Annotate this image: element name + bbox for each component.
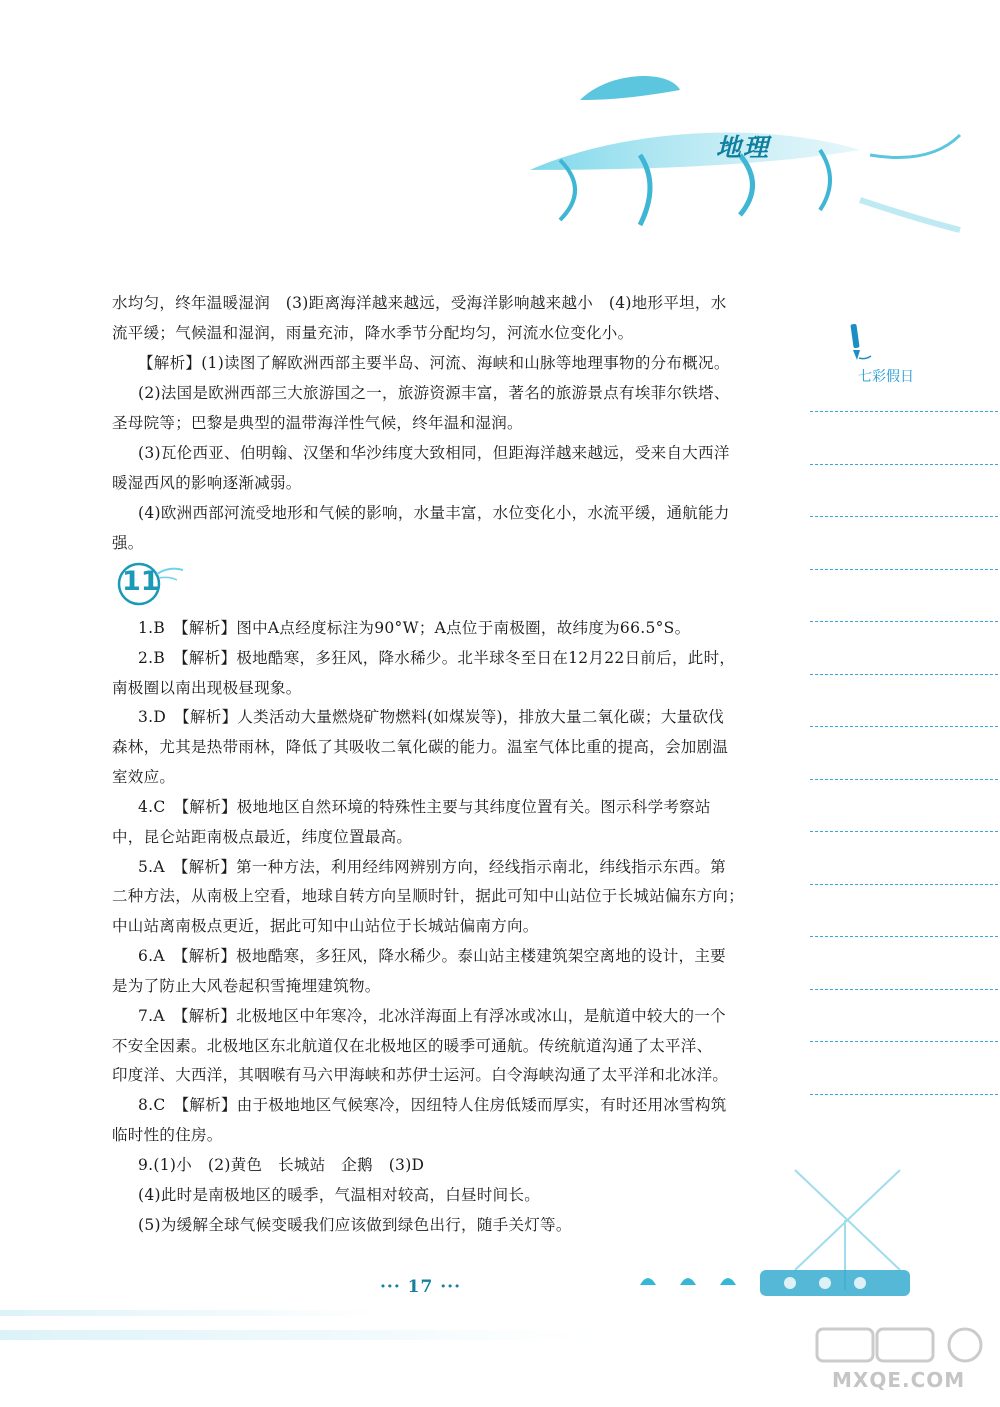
note-line <box>810 674 998 675</box>
answer-line: 9.(1)小 (2)黄色 长城站 企鹅 (3)D <box>138 1156 425 1174</box>
note-line <box>810 516 998 517</box>
answer-line: 7.A 【解析】北极地区中年寒冷，北冰洋海面上有浮冰或冰山，是航道中较大的一个 <box>138 1007 726 1025</box>
sidebar-label: 七彩假日 <box>858 369 914 385</box>
note-line <box>810 831 998 832</box>
note-line <box>810 936 998 937</box>
text-line: (3)瓦伦西亚、伯明翰、汉堡和华沙纬度大致相同，但距海洋越来越远，受来自大西洋 <box>138 444 730 462</box>
header-title: 地理 <box>716 133 771 162</box>
text-line: 强。 <box>112 534 144 552</box>
text-line: 暖湿西风的影响逐渐减弱。 <box>112 474 302 492</box>
answer-line: 4.C 【解析】极地地区自然环境的特殊性主要与其纬度位置有关。图示科学考察站 <box>138 798 711 816</box>
text-line: 水均匀，终年温暖湿润 (3)距离海洋越来越远，受海洋影响越来越小 (4)地形平坦，水 <box>112 294 727 312</box>
section-number: 11 <box>122 566 160 597</box>
answer-line: 室效应。 <box>112 768 176 786</box>
answer-line: 不安全因素。北极地区东北航道仅在北极地区的暖季可通航。传统航道沟通了太平洋、 <box>112 1037 713 1055</box>
answer-line: 南极圈以南出现极昼现象。 <box>112 679 302 697</box>
text-line: (2)法国是欧洲西部三大旅游国之一，旅游资源丰富，著名的旅游景点有埃菲尔铁塔、 <box>138 384 730 402</box>
answer-line: 5.A 【解析】第一种方法，利用经纬网辨别方向，经线指示南北，纬线指示东西。第 <box>138 858 726 876</box>
watermark-url: MXQE.COM <box>832 1368 966 1392</box>
answer-line: 中山站离南极点更近，据此可知中山站位于长城站偏南方向。 <box>112 917 539 935</box>
note-line <box>810 779 998 780</box>
answer-line: 是为了防止大风卷起积雪掩埋建筑物。 <box>112 977 381 995</box>
note-line <box>810 569 998 570</box>
answer-line: 3.D 【解析】人类活动大量燃烧矿物燃料(如煤炭等)，排放大量二氧化碳；大量砍伐 <box>138 708 725 726</box>
text-line: 【解析】(1)读图了解欧洲西部主要半岛、河流、海峡和山脉等地理事物的分布概况。 <box>138 354 730 372</box>
text-line: 流平缓；气候温和湿润，雨量充沛，降水季节分配均匀，河流水位变化小。 <box>112 324 634 342</box>
note-line <box>810 1041 998 1042</box>
pen-icon <box>843 322 873 362</box>
answer-line: 森林，尤其是热带雨林，降低了其吸收二氧化碳的能力。温室气体比重的提高，会加剧温 <box>112 738 729 756</box>
answer-line: 印度洋、大西洋，其咽喉有马六甲海峡和苏伊士运河。白令海峡沟通了太平洋和北冰洋。 <box>112 1066 729 1084</box>
note-line <box>810 1094 998 1095</box>
note-line <box>810 726 998 727</box>
answer-line: 6.A 【解析】极地酷寒，多狂风，降水稀少。泰山站主楼建筑架空离地的设计，主要 <box>138 947 726 965</box>
page-number: ··· 17 ··· <box>380 1277 462 1297</box>
answer-line: (5)为缓解全球气候变暖我们应该做到绿色出行，随手关灯等。 <box>138 1216 572 1234</box>
note-line <box>810 621 998 622</box>
answer-line: 1.B 【解析】图中A点经度标注为90°W；A点位于南极圈，故纬度为66.5°S。 <box>138 619 691 637</box>
text-line: 圣母院等；巴黎是典型的温带海洋性气候，终年温和湿润。 <box>112 414 523 432</box>
answer-line: 8.C 【解析】由于极地地区气候寒冷，因纽特人住房低矮而厚实，有时还用冰雪构筑 <box>138 1096 727 1114</box>
answer-line: (4)此时是南极地区的暖季，气温相对较高，白昼时间长。 <box>138 1186 541 1204</box>
answer-line: 临时性的住房。 <box>112 1126 223 1144</box>
note-line <box>810 464 998 465</box>
note-line <box>810 411 998 412</box>
answer-line: 中，昆仑站距南极点最近，纬度位置最高。 <box>112 828 413 846</box>
answer-line: 二种方法，从南极上空看，地球自转方向呈顺时针，据此可知中山站位于长城站偏东方向； <box>112 887 745 905</box>
answer-line: 2.B 【解析】极地酷寒，多狂风，降水稀少。北半球冬至日在12月22日前后，此时， <box>138 649 736 667</box>
note-line <box>810 989 998 990</box>
watermark-logo <box>815 1325 995 1365</box>
text-line: (4)欧洲西部河流受地形和气候的影响，水量丰富，水位变化小，水流平缓，通航能力 <box>138 504 730 522</box>
note-line <box>810 884 998 885</box>
